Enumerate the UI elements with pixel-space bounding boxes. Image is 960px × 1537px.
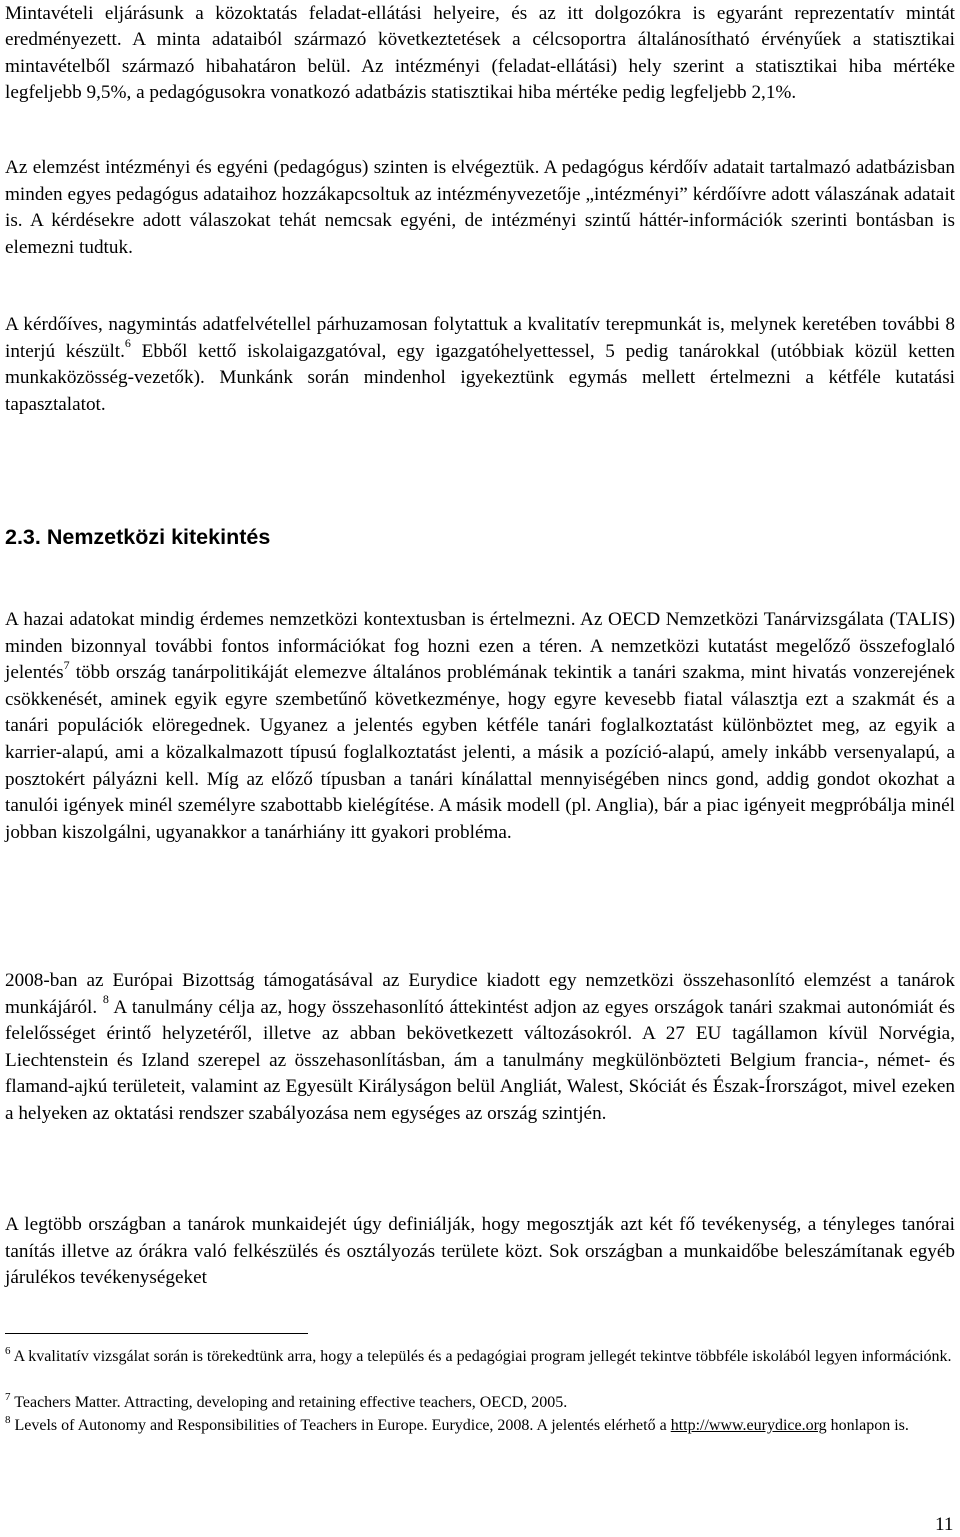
body-paragraph-international-context xyxy=(5,607,955,846)
paragraph-text: több ország tanárpolitikáját elemezve általános problémának tekintik a tanári szakma, mint hivatás vonzerejének csökkenését, aminek egyik egyre szembetűnő következménye, hogy egyre kevesebb fiatal választja ezt a szakmát és a tanári populációk elöregednek. Ugyanez a jelentés egyben kétféle tanári foglalkoztatást különböztet meg, az egyik a karrier-alapú, ami a közalkalmazott típusú foglalkoztatást jelenti, a másik a pozíció-alapú, amely inkább versenyalapú, a posztokért pályázni kell. Míg az előző típusban a tanári kínálattal mennyiségében nincs gond, addig gondot okozhat a tanulói igények minél személyre szabottabb kielégítése. A másik modell (pl. Anglia), bár a piac igényeit megpróbálja minél jobban kiszolgálni, ugyanakkor a tanárhiány itt gyakori probléma. xyxy=(5,662,955,843)
footnote-ref-7[interactable]: 7 xyxy=(63,657,70,672)
footnote-ref-6[interactable]: 6 xyxy=(124,336,131,351)
footnote-text: Teachers Matter. Attracting, developing and retaining effective teachers, OECD, 2005. xyxy=(10,1394,568,1411)
body-paragraph-eurydice xyxy=(5,968,955,1128)
paragraph-text: A kérdőíves, nagymintás adatfelvétellel párhuzamosan folytattuk a kvalitatív terepmunkát is, melynek keretében további 8 interjú készült. xyxy=(5,314,955,362)
paragraph-text: 2008-ban az Európai Bizottság támogatásával az Eurydice kiadott egy nemzetközi összehasonlító elemzést a tanárok munkájáról. xyxy=(5,970,955,1018)
footnote-7 xyxy=(5,1390,955,1414)
footnote-ref-8[interactable]: 8 xyxy=(102,992,109,1007)
eurydice-link[interactable]: http://www.eurydice.org xyxy=(670,1417,827,1434)
paragraph-text: Ebből kettő iskolaigazgatóval, egy igazgatóhelyettessel, 5 pedig tanárokkal (utóbbiak közül ketten munkaközösség-vezetők). Munkánk során mindenhol igyekeztünk egymás mellett értelmezni a kétféle kutatási tapasztalatot. xyxy=(5,340,955,415)
footnote-6 xyxy=(5,1344,955,1368)
footnote-mark: 6 xyxy=(5,1344,11,1357)
footnote-text: A kvalitatív vizsgálat során is törekedtünk arra, hogy a település és a pedagógiai program jellegét tekintve többféle iskolából legyen információnk. xyxy=(10,1348,952,1365)
body-paragraph-qualitative-fieldwork xyxy=(5,312,955,418)
body-paragraph-sampling: Mintavételi eljárásunk a közoktatás feladat-ellátási helyeire, és az itt dolgozókra is egyaránt reprezentatív mintát eredményezett. A minta adataiból származó következtetések a célcsoportra általánosítható érvényűek a statisztikai mintavételből származó hibahatáron belül. Az intézményi (feladat-ellátási) hely szerint a statisztikai hiba mértéke legfeljebb 9,5%, a pedagógusokra vonatkozó adatbázis statisztikai hiba mértéke pedig legfeljebb 2,1%. xyxy=(5,3,955,104)
paragraph-text: A hazai adatokat mindig érdemes nemzetközi kontextusban is értelmezni. Az OECD Nemzetközi Tanárvizsgálata (TALIS) minden bizonnyal további fontos információkat fog hozni ezen a téren. A nemzetközi kutatást megelőző összefoglaló jelentés xyxy=(5,609,955,684)
paragraph-text: A tanulmány célja az, hogy összehasonlító áttekintést adjon az egyes országok tanári szakmai autonómiát és felelősséget érintő helyzetéről, illetve az abban bekövetkezett változásokról. A 27 EU tagállamon kívül Norvégia, Liechtenstein és Izland szerepel az összehasonlításban, ám a tanulmány megkülönbözteti Belgium francia-, német- és flamand-ajkú területeit, valamint az Egyesült Királyságon belül Angliát, Walest, Skóciát és Észak-Írországot, mivel ezeken a helyeken az oktatási rendszer szabályozása nem egységes az ország szintjén. xyxy=(5,996,955,1124)
footnote-8 xyxy=(5,1413,955,1437)
body-paragraph-working-time: A legtöbb országban a tanárok munkaidejét úgy definiálják, hogy megosztják azt két fő tevékenység, a tényleges tanórai tanítás illetve az órákra való felkészülés és osztályozás területe közt. Sok országban a munkaidőbe beleszámítanak egyéb járulékos tevékenységeket xyxy=(5,1214,955,1289)
section-heading: 2.3. Nemzetközi kitekintés xyxy=(5,525,271,549)
page-number: 11 xyxy=(935,1514,954,1535)
footnote-mark: 7 xyxy=(5,1390,11,1403)
footnote-mark: 8 xyxy=(5,1413,11,1426)
footnote-text: honlapon is. xyxy=(826,1417,909,1434)
footnote-separator xyxy=(5,1333,308,1334)
footnote-text: Levels of Autonomy and Responsibilities of Teachers in Europe. Eurydice, 2008. A jelentés elérhető a xyxy=(10,1417,671,1434)
body-paragraph-analysis-levels: Az elemzést intézményi és egyéni (pedagógus) szinten is elvégeztük. A pedagógus kérdőív adatait tartalmazó adatbázisban minden egyes pedagógus adataihoz hozzákapcsoltuk az intézményvezetője „intézményi” kérdőívre adott válaszának adatait is. A kérdésekre adott válaszokat tehát nemcsak egyéni, de intézményi szintű háttér-információk szerinti bontásban is elemezni tudtuk. xyxy=(5,157,955,258)
